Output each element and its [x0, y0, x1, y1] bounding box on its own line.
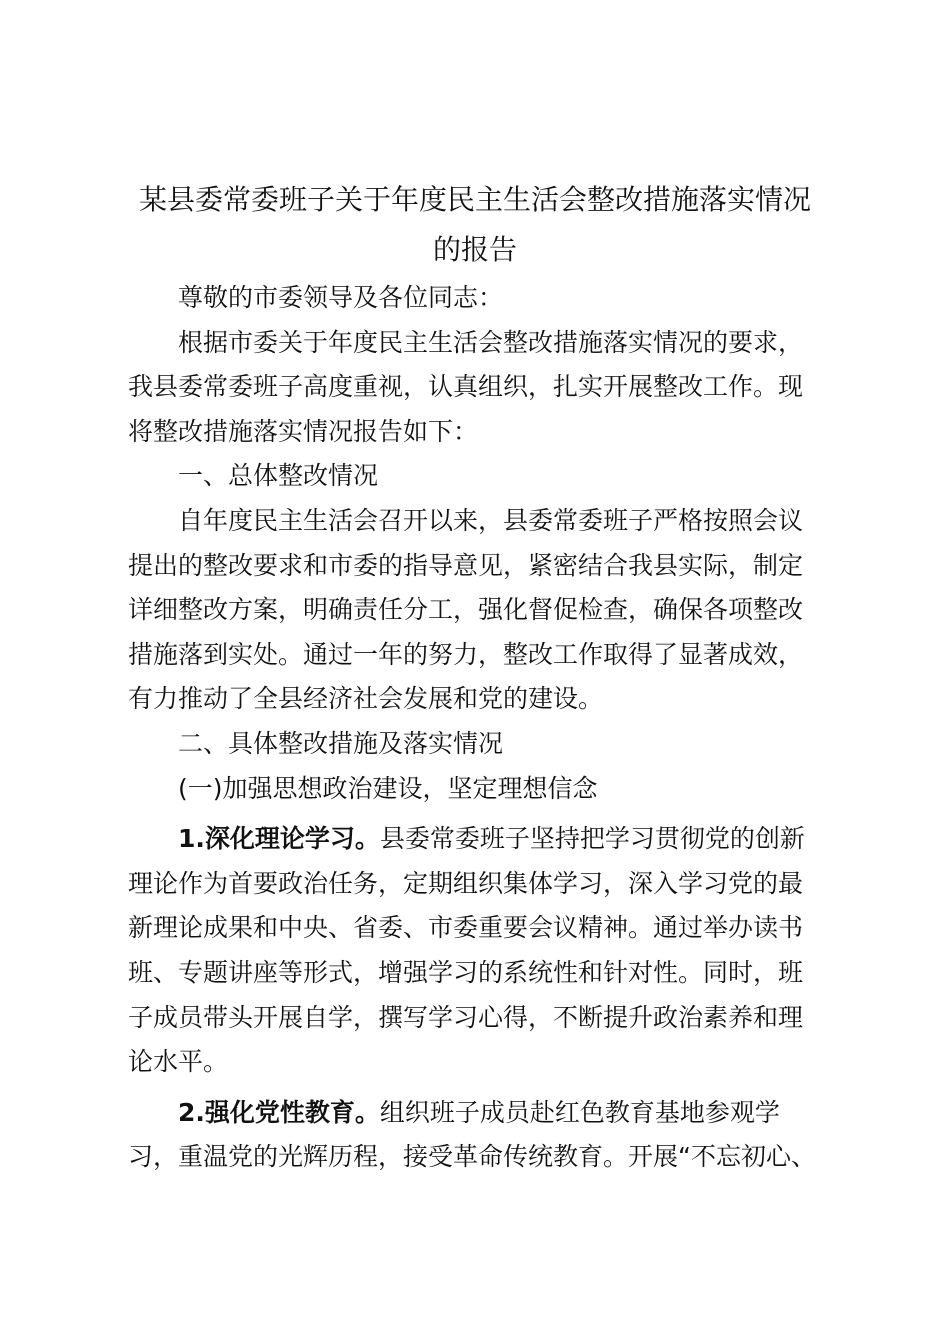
- document-title: [120, 175, 830, 275]
- item-party-education: [128, 1091, 822, 1180]
- item-theory-study: [128, 817, 822, 1085]
- intro-paragraph: 根据市委关于年度民主生活会整改措施落实情况的要求，我县委常委班子高度重视，认真组织，扎实开展整改工作。现将整改措施落实情况报告如下：: [128, 327, 804, 446]
- title-line-2: 的报告: [432, 233, 517, 266]
- subsection-heading-ideology: (一)加强思想政治建设，坚定理想信念: [178, 773, 598, 803]
- section-heading-overall: 一、总体整改情况: [178, 461, 379, 491]
- item-party-education-body: 组织班子成员赴红色教育基地参观学习，重温党的光辉历程，接受革命传统教育。开展“不忘初心、: [128, 1097, 816, 1172]
- item-theory-study-lead: 1.深化理论学习。: [178, 824, 380, 854]
- salutation: 尊敬的市委领导及各位同志：: [178, 283, 504, 312]
- item-theory-study-body: 县委常委班子坚持把学习贯彻党的创新理论作为首要政治任务，定期组织集体学习，深入学习党的最新理论成果和中央、省委、市委重要会议精神。通过举办读书班、专题讲座等形式，增强学习的系统性和针对性。同时，班子成员带头开展自学，撰写学习心得，不断提升政治素养和理论水平。: [128, 824, 805, 1077]
- item-party-education-lead: 2.强化党性教育。: [178, 1097, 380, 1127]
- section-heading-specific: 二、具体整改措施及落实情况: [178, 728, 504, 758]
- overall-paragraph: 自年度民主生活会召开以来，县委常委班子严格按照会议提出的整改要求和市委的指导意见，紧密结合我县实际，制定详细整改方案，明确责任分工，强化督促检查，确保各项整改措施落到实处。通过一年的努力，整改工作取得了显著成效，有力推动了全县经济社会发展和党的建设。: [128, 505, 804, 714]
- title-line-1: 某县委常委班子关于年度民主生活会整改措施落实情况: [138, 183, 811, 216]
- document-body: [128, 276, 822, 1180]
